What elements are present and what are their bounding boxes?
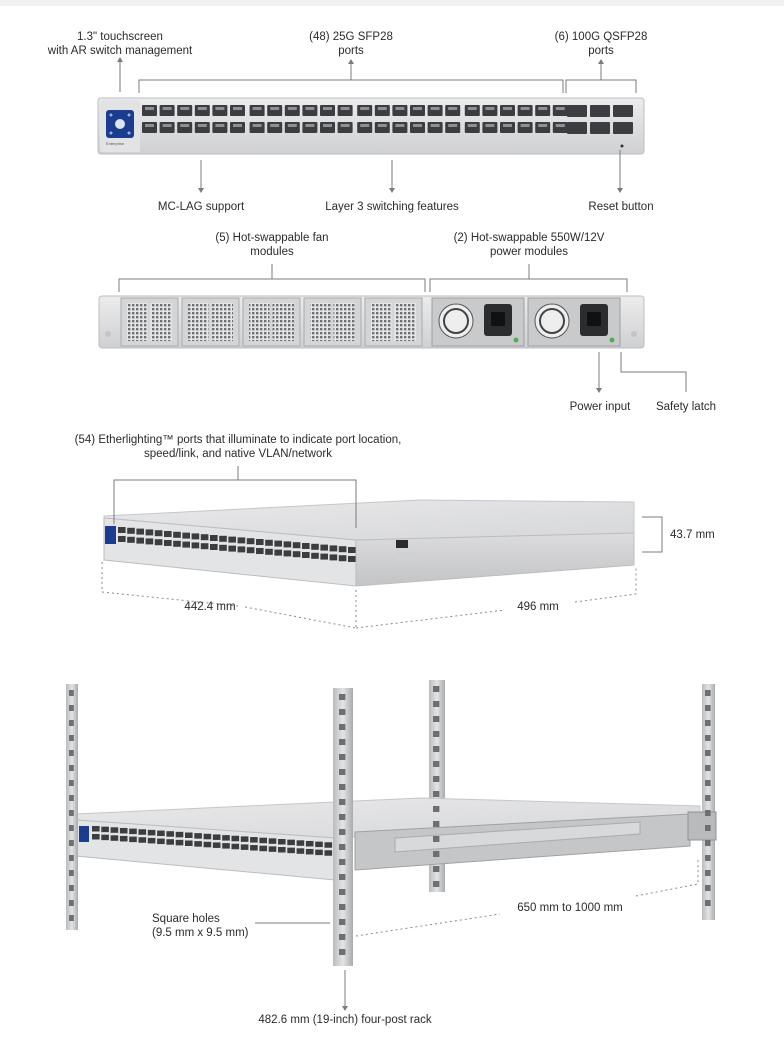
rack-port — [92, 826, 100, 832]
rack-hole — [339, 709, 345, 715]
rack-hole — [69, 825, 74, 831]
rack-hole — [69, 735, 74, 741]
sfp-port — [230, 105, 245, 116]
sfp-port — [320, 105, 335, 116]
rack-port — [222, 835, 230, 841]
rack-port — [241, 844, 249, 850]
rack-port — [157, 839, 165, 845]
port-detail — [468, 124, 477, 127]
port-detail — [413, 107, 422, 110]
port-detail — [556, 124, 565, 127]
rack-port — [232, 844, 240, 850]
rack-hole — [433, 701, 439, 707]
sfp-port — [535, 122, 550, 133]
sfp-port — [250, 105, 265, 116]
rack-port — [101, 835, 109, 841]
rack-hole — [339, 949, 345, 955]
rack-hole — [705, 690, 711, 696]
port-detail — [180, 107, 189, 110]
sfp-port — [267, 122, 282, 133]
rack-hole — [705, 735, 711, 741]
port-detail — [485, 107, 494, 110]
sfp-port — [535, 105, 550, 116]
sfp-port — [230, 122, 245, 133]
rack-hole — [339, 754, 345, 760]
iso-port — [256, 548, 264, 554]
rack-port — [250, 837, 258, 843]
rack-hole — [705, 750, 711, 756]
rack-port — [194, 833, 202, 839]
sfp-port — [482, 105, 497, 116]
port-detail — [485, 124, 494, 127]
sfp-port — [553, 122, 568, 133]
rack-port — [148, 838, 156, 844]
port-detail — [503, 107, 512, 110]
rack-port — [213, 842, 221, 848]
qsfp-port — [613, 122, 633, 134]
rack-hole — [433, 836, 439, 842]
sfp-port — [142, 105, 157, 116]
sfp-port — [445, 105, 460, 116]
rack-hole — [69, 855, 74, 861]
iso-port — [201, 534, 209, 540]
fan-modules — [121, 298, 422, 346]
qsfp-port — [613, 105, 633, 117]
rack-hole — [705, 825, 711, 831]
port-detail — [413, 124, 422, 127]
rack-port — [139, 837, 147, 843]
sfp-port — [142, 122, 157, 133]
iso-port — [320, 545, 328, 551]
rack-port — [101, 827, 109, 833]
rack-hole — [69, 810, 74, 816]
iso-port — [118, 527, 126, 533]
iso-port — [219, 536, 227, 542]
rack-hole — [339, 814, 345, 820]
port-detail — [288, 124, 297, 127]
iso-port — [164, 540, 172, 546]
rear-panel — [99, 296, 644, 348]
rack-port — [297, 848, 305, 854]
iso-port — [284, 550, 292, 556]
rack-hole — [69, 690, 74, 696]
rack-port — [204, 834, 212, 840]
iso-port — [284, 541, 292, 547]
rack-port — [213, 834, 221, 840]
sfp-port — [518, 105, 533, 116]
sfp-port — [177, 105, 192, 116]
rack-hole — [433, 866, 439, 872]
rack-port — [259, 838, 267, 844]
svg-text:Enterprise: Enterprise — [106, 141, 125, 146]
rack-hole — [433, 806, 439, 812]
rack-port — [176, 832, 184, 838]
rack-hole — [339, 784, 345, 790]
port-detail — [521, 107, 530, 110]
rack-hole — [433, 881, 439, 887]
iso-port — [136, 538, 144, 544]
rack-hole — [705, 720, 711, 726]
port-detail — [198, 124, 207, 127]
iso-port — [127, 528, 135, 534]
qsfp-ports-label: (6) 100G QSFP28 ports — [554, 31, 648, 57]
iso-port — [238, 546, 246, 552]
rack-hole — [433, 821, 439, 827]
rack-hole — [339, 934, 345, 940]
psu-led — [514, 338, 519, 343]
rack-hole — [433, 716, 439, 722]
iso-port — [210, 535, 218, 541]
sfp-port — [212, 122, 227, 133]
iso-port — [201, 543, 209, 549]
iso-port — [330, 554, 338, 560]
rack-hole — [339, 844, 345, 850]
sfp-port — [285, 105, 300, 116]
sfp-port — [338, 105, 353, 116]
iso-port — [146, 529, 154, 535]
iso-port — [302, 543, 310, 549]
rack-hole — [705, 885, 711, 891]
rack-hole — [69, 915, 74, 921]
rack-hole — [433, 851, 439, 857]
port-detail — [215, 107, 224, 110]
sfp-port — [177, 122, 192, 133]
sfp-port — [357, 105, 372, 116]
rack-depth-label: 650 mm to 1000 mm — [517, 902, 623, 914]
rack-port — [92, 834, 100, 840]
rack-hole — [69, 705, 74, 711]
port-detail — [448, 124, 457, 127]
port-detail — [395, 107, 404, 110]
iso-port — [274, 541, 282, 547]
rack-port — [306, 849, 314, 855]
sfp-port — [302, 105, 317, 116]
rack-port — [315, 842, 323, 848]
sfp-port — [250, 122, 265, 133]
qsfp-port — [590, 122, 610, 134]
rack-port — [269, 838, 277, 844]
rack-port — [166, 831, 174, 837]
sfp-port — [285, 122, 300, 133]
iso-port — [127, 537, 135, 543]
rack-port — [241, 836, 249, 842]
sfp-port — [302, 122, 317, 133]
rack-hole — [433, 731, 439, 737]
port-detail — [395, 124, 404, 127]
iso-port — [274, 550, 282, 556]
rack-hole — [705, 795, 711, 801]
rack-hole — [339, 724, 345, 730]
rack-hole — [339, 829, 345, 835]
port-detail — [233, 107, 242, 110]
rack-port — [111, 835, 119, 841]
iso-port — [118, 536, 126, 542]
rack-hole — [69, 840, 74, 846]
rack-hole — [69, 900, 74, 906]
rack-hole — [339, 889, 345, 895]
fans-label: (5) Hot-swappable fan modules — [215, 232, 329, 258]
iso-port — [155, 530, 163, 536]
height-label: 43.7 mm — [670, 529, 715, 541]
sfp-port — [160, 122, 175, 133]
sfp-port — [500, 122, 515, 133]
rack-hole — [339, 859, 345, 865]
rack-port — [269, 846, 277, 852]
rack-hole — [69, 720, 74, 726]
rack-port — [204, 842, 212, 848]
rack-hole — [433, 761, 439, 767]
rack-port — [157, 831, 165, 837]
iso-port — [311, 544, 319, 550]
rack-hole — [705, 900, 711, 906]
rack-hole — [339, 874, 345, 880]
port-detail — [360, 124, 369, 127]
etherlighting-label: (54) Etherlighting™ ports that illuminate to indicate port location, speed/link, and native VLAN/network — [74, 434, 402, 460]
port-detail — [305, 124, 314, 127]
rack-port — [287, 848, 295, 854]
rack-port — [129, 837, 137, 843]
iso-port — [136, 529, 144, 535]
sfp-port — [267, 105, 282, 116]
iso-port — [228, 546, 236, 552]
rack-hole — [69, 870, 74, 876]
iso-port — [155, 539, 163, 545]
sfp-port — [465, 105, 480, 116]
port-detail — [253, 124, 262, 127]
rack-port — [148, 830, 156, 836]
sfp-port — [212, 105, 227, 116]
port-detail — [323, 107, 332, 110]
power-socket — [491, 312, 505, 326]
front-panel — [98, 98, 644, 154]
iso-port — [320, 554, 328, 560]
iso-port — [164, 531, 172, 537]
rack-size-label: 482.6 mm (19-inch) four-post rack — [258, 1014, 432, 1026]
sfp-port — [500, 105, 515, 116]
iso-port — [265, 549, 273, 555]
port-detail — [538, 107, 547, 110]
port-detail — [538, 124, 547, 127]
psu-led — [610, 338, 615, 343]
sfp-port — [445, 122, 460, 133]
rack-port — [325, 842, 333, 848]
rack-hole — [69, 795, 74, 801]
rack-hole — [339, 799, 345, 805]
iso-port — [228, 537, 236, 543]
safety-latch-label: Safety latch — [655, 401, 717, 413]
port-detail — [253, 107, 262, 110]
port-detail — [431, 107, 440, 110]
reset-label: Reset button — [588, 201, 654, 213]
port-detail — [378, 124, 387, 127]
iso-port — [265, 540, 273, 546]
sfp-port — [428, 122, 443, 133]
port-detail — [270, 124, 279, 127]
rack-hole — [705, 780, 711, 786]
power-socket — [587, 312, 601, 326]
port-detail — [503, 124, 512, 127]
rack-port — [232, 836, 240, 842]
sfp-port — [195, 122, 210, 133]
port-detail — [305, 107, 314, 110]
rack-hole — [705, 705, 711, 711]
rack-port — [325, 850, 333, 856]
sfp-port — [320, 122, 335, 133]
sfp-port — [375, 122, 390, 133]
rack-port — [185, 841, 193, 847]
sfp-port — [465, 122, 480, 133]
qsfp-port — [567, 105, 587, 117]
rack-port — [250, 845, 258, 851]
iso-port — [182, 542, 190, 548]
psu-label: (2) Hot-swappable 550W/12V power modules — [453, 232, 605, 258]
square-holes-label: Square holes (9.5 mm x 9.5 mm) — [152, 913, 249, 939]
sfp-port — [482, 122, 497, 133]
rack-hole — [705, 840, 711, 846]
iso-port — [339, 555, 347, 561]
port-detail — [233, 124, 242, 127]
iso-port — [219, 545, 227, 551]
rack-hole — [339, 769, 345, 775]
rack-hole — [705, 855, 711, 861]
iso-port — [173, 532, 181, 538]
port-detail — [288, 107, 297, 110]
reset-button — [621, 145, 624, 148]
sfp-port — [195, 105, 210, 116]
rack-port — [259, 846, 267, 852]
iso-port — [192, 533, 200, 539]
port-detail — [145, 107, 154, 110]
rack-hole — [433, 746, 439, 752]
layer3-label: Layer 3 switching features — [325, 201, 459, 213]
iso-port — [192, 542, 200, 548]
port-detail — [163, 124, 172, 127]
port-detail — [431, 124, 440, 127]
rack-port — [129, 829, 137, 835]
rack-port — [287, 840, 295, 846]
rack-port — [315, 850, 323, 856]
rack-hole — [339, 739, 345, 745]
qsfp-port — [590, 105, 610, 117]
port-detail — [448, 107, 457, 110]
sfp-port — [160, 105, 175, 116]
width-label: 442.4 mm — [184, 601, 236, 613]
port-detail — [521, 124, 530, 127]
port-detail — [270, 107, 279, 110]
iso-port — [293, 551, 301, 557]
rack-port — [166, 839, 174, 845]
iso-port — [247, 538, 255, 544]
iso-port — [182, 533, 190, 539]
rack-port — [139, 829, 147, 835]
port-detail — [198, 107, 207, 110]
rack-hole — [339, 904, 345, 910]
port-detail — [163, 107, 172, 110]
depth-label: 496 mm — [517, 601, 559, 613]
iso-port — [311, 553, 319, 559]
rack-hole — [339, 919, 345, 925]
sfp-port — [428, 105, 443, 116]
port-detail — [215, 124, 224, 127]
port-detail — [145, 124, 154, 127]
iso-port — [210, 544, 218, 550]
sfp-port — [553, 105, 568, 116]
sfp-port — [375, 105, 390, 116]
rack-port — [306, 841, 314, 847]
port-detail — [323, 124, 332, 127]
iso-port — [293, 542, 301, 548]
rack-hole — [705, 810, 711, 816]
rack-port — [194, 841, 202, 847]
port-detail — [341, 107, 350, 110]
port-detail — [180, 124, 189, 127]
sfp-port — [338, 122, 353, 133]
iso-port — [348, 556, 356, 562]
iso-port — [247, 547, 255, 553]
rack-port — [111, 827, 119, 833]
sfp-ports-label: (48) 25G SFP28 ports — [309, 31, 393, 57]
port-detail — [360, 107, 369, 110]
iso-port — [330, 545, 338, 551]
sfp-port — [357, 122, 372, 133]
rack-hole — [433, 776, 439, 782]
iso-port — [302, 552, 310, 558]
rack-port — [120, 836, 128, 842]
rack-hole — [69, 750, 74, 756]
rack-port — [297, 840, 305, 846]
rack-port — [278, 847, 286, 853]
port-detail — [556, 107, 565, 110]
port-detail — [341, 124, 350, 127]
iso-switch — [104, 500, 634, 586]
sfp-port — [518, 122, 533, 133]
port-detail — [378, 107, 387, 110]
rack-hole — [433, 791, 439, 797]
rack-hole — [69, 885, 74, 891]
iso-port — [348, 547, 356, 553]
iso-port — [173, 541, 181, 547]
rack-hole — [69, 780, 74, 786]
rack-port — [120, 828, 128, 834]
rack-hole — [339, 694, 345, 700]
mclag-label: MC-LAG support — [157, 201, 245, 213]
rack-hole — [433, 686, 439, 692]
rack-port — [222, 843, 230, 849]
rack-port — [185, 833, 193, 839]
iso-port — [146, 538, 154, 544]
power-input-label: Power input — [569, 401, 631, 413]
iso-port — [256, 539, 264, 545]
rack-port — [176, 840, 184, 846]
touchscreen-label: 1.3" touchscreen with AR switch management — [47, 31, 193, 57]
sfp-port — [410, 122, 425, 133]
sfp-port — [392, 105, 407, 116]
sfp-port — [410, 105, 425, 116]
rack-port — [278, 839, 286, 845]
iso-port — [339, 546, 347, 552]
rack-hole — [705, 870, 711, 876]
iso-port — [238, 537, 246, 543]
rack-hole — [705, 765, 711, 771]
port-detail — [468, 107, 477, 110]
sfp-port — [392, 122, 407, 133]
rack-hole — [69, 765, 74, 771]
qsfp-port — [567, 122, 587, 134]
